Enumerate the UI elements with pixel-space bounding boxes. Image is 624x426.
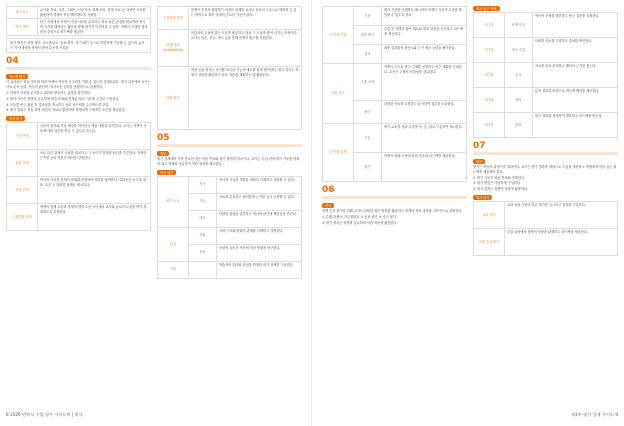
criteria-table <box>322 6 467 182</box>
row-label: 근접발달 영역 <box>7 204 38 231</box>
table-tag: 역사 탐구 단계 <box>473 6 500 11</box>
stage-table <box>6 122 151 231</box>
table-row <box>158 261 302 278</box>
row-text: 학생이 혼자서 해결하기 어려운 과제를 교사나 동료의 도움으로 해결할 수 있는 영역으로 평가 설계의 중요한 기준이 된다. <box>188 7 301 30</box>
table-row <box>7 177 151 204</box>
row-sub: 관찰 평가 <box>353 26 381 45</box>
table-row <box>474 201 618 228</box>
center-gutter <box>311 0 312 426</box>
row-text: 탐구 과정에서 학생이 직접 사료를 분석하고 서로 다른 관점을 비교하며 역사적 사건을 해석하는 활동을 통해 평가가 이루어질 수 있음. 학생이 수행한 결과물을 중심으로 피드백을 제공함 <box>37 19 150 36</box>
row-label: 역사 해석 <box>7 19 38 36</box>
row-text: 역사적 사건을 현재의 문제와 연결하여 의미를 탐색한다. 결과물은 보고서, 발표, 토론 등 다양한 형태로 제시된다. <box>37 177 150 204</box>
row-sub: 태도 <box>188 210 216 227</box>
row-label: 과정 중심 평가 <box>474 228 505 255</box>
table-row <box>158 7 302 30</box>
row-text: 학생의 현재 수준과 잠재적 발달 수준 사이에서 교사와 동료의 도움을 받아 성장하도록 지원한다. <box>37 204 150 231</box>
row-sub: 기준 <box>353 7 381 26</box>
row-text: 탐구 결과를 정리하여 발표하고 피드백을 받는다. <box>532 113 617 138</box>
page-footer-right: 제1부 평가 설계 가이드 9 <box>570 412 618 417</box>
paragraph: ⑤ 평가 결과는 학생과 공유하며 학습 개선에 활용한다. <box>322 220 398 225</box>
row-text: 최종 결과물의 완성도와 근거 제시 능력을 평가한다. <box>381 45 466 64</box>
table-row <box>323 64 467 101</box>
row-sub: 발표 <box>504 113 532 138</box>
section-tag: 개념 <box>157 151 169 156</box>
note-box: 평가 방식은 관찰 평가, 포트폴리오, 동료 평가, 자기 평가 등으로 다양하게 구성할 수 있으며 교사는 각 단계에서 학생의 참여 수준을 기록함 <box>6 38 151 53</box>
row-text: 다양한 사료를 수집하고 출처를 확인한다. <box>532 38 617 63</box>
row-text: 평가 요소별 성취 수준을 상, 중, 하로 구분하여 제시한다. <box>381 124 466 153</box>
section-bar <box>157 144 302 147</box>
section-bar <box>322 196 467 199</box>
row-label: 다 단계 기준 <box>323 7 354 64</box>
table-row <box>474 88 618 113</box>
row-label: 평가 요소 <box>158 176 189 227</box>
column-2 <box>157 6 302 279</box>
row-label: 자율 연구 <box>323 64 354 124</box>
row-text: 수업 과정에서 학생의 성장을 관찰하고 피드백을 제공한다. <box>504 228 617 255</box>
row-label: 기타 <box>158 261 189 278</box>
table-tag: 역사 평가 <box>157 170 176 175</box>
paragraph: ④ 평가 결과는 학습 과정 개선의 자료로 활용하며 학생에게 구체적인 조언을 제공한다. <box>6 108 126 113</box>
paragraph: 이 교과서는 학습 목표에 따라 학생이 역사적 사고력을 기를 수 있도록 설계되었다. 평가 과정에서 교사는 사료 분석 능력, 역사적 판단력, 의사소통 능력을 종합적으로 관찰한다. <box>6 80 151 90</box>
row-text: 학생이 스스로 탐구 주제를 선정하고 연구 계획을 수립한다. 교사는 주제의 적절성을 검토한다. <box>381 64 466 101</box>
table-row <box>474 63 618 88</box>
row-sub: 기능 <box>188 193 216 210</box>
section-number: 04 <box>6 56 19 67</box>
paragraph: ① 평가 기준은 학습 목표와 연계한다. <box>473 175 526 180</box>
row-text: 사회 구조와 변화의 관계를 이해하고 설명한다. <box>216 227 301 244</box>
row-sub: 자료 수집 <box>504 38 532 63</box>
table-row <box>7 19 151 36</box>
column-4 <box>473 6 618 256</box>
table-row <box>323 124 467 153</box>
section-tag: 평가 <box>473 159 485 164</box>
row-label: 관점 <box>158 227 189 261</box>
row-text: 학습자의 흥미와 관심을 반영한 평가 과제를 구성한다. <box>216 261 301 278</box>
row-sub: 주제 선정 <box>353 64 381 101</box>
section-number: 06 <box>322 185 335 195</box>
row-text: 사료를 분석하고 해석하며 근거를 들어 주장할 수 있다. <box>216 193 301 210</box>
table-row <box>474 228 618 255</box>
section-number: 07 <box>473 141 486 151</box>
section-bar <box>473 152 618 155</box>
row-label: 심화 단계 <box>7 150 38 177</box>
row-label: 5단계 <box>474 113 505 138</box>
row-text: 교사용 자료, 사진, 그래프, 신문기사, 복제 문서, 통계 자료 등 다양한 사료를 활용하여 학생이 직접 해석하도록 지원함 <box>37 7 150 19</box>
row-label: 2단계 <box>474 38 505 63</box>
row-text: 평가 기준을 단계별로 제시하여 학생이 자신의 수준을 확인할 수 있도록 한다. <box>381 7 466 26</box>
paragraph: 평가 설계에서 가장 중요한 것은 학습 목표와 평가 방법의 일치이다. 교사는 수업 전에 평가 기준을 명확히 하고 학생과 공유하여 학습 방향을 제시한다. <box>157 157 300 166</box>
row-sub: 사회 <box>188 227 216 244</box>
paragraph: ③ 모둠별 탐구 활동 후 결과물을 게시하고 상호 피드백을 주고받도록 한다. <box>6 102 110 107</box>
table-row <box>323 7 467 26</box>
table-row <box>158 176 302 193</box>
row-text: 다양한 자료를 수집하고 분석하여 결론을 도출한다. <box>381 101 466 124</box>
row-sub: 분석 <box>504 63 532 88</box>
table-row <box>158 30 302 67</box>
row-text: 교과 성취 기준에 따른 평가를 실시하고 결과를 기록한다. <box>504 201 617 228</box>
paragraph: 학생 중심 평가를 위해 교사는 다양한 평가 방법을 활용하고 학생의 성장 과정을 지속적으로 관찰한다. <box>322 209 463 213</box>
paragraph: ① 수행 과제 ② 포트폴리오 ③ 동료 평가 ④ 자기 평가 <box>322 214 396 219</box>
table-row <box>7 204 151 231</box>
intro-table <box>6 6 151 36</box>
row-text: 학생의 성취 수준에 따라 맞춤형 피드백을 제공한다. <box>381 153 466 182</box>
column-1 <box>6 6 151 231</box>
table-row <box>474 13 618 38</box>
row-text: 다양한 관점을 존중하고 역사적 판단에 책임감을 가진다. <box>216 210 301 227</box>
section-bar <box>6 67 151 70</box>
table-tag: 역사 평가 <box>6 116 25 121</box>
row-label: 참고자료 <box>7 7 38 19</box>
row-label: 비계 설정 (scaffolding) <box>158 30 189 67</box>
evaluation-table <box>473 201 618 256</box>
table-row <box>7 7 151 19</box>
row-label: 적용 단계 <box>7 177 38 204</box>
row-sub: 결과 <box>353 45 381 64</box>
paragraph: ③ 평가 결과는 학생의 성장에 활용한다. <box>473 187 529 192</box>
row-text: 서로 다른 관점의 사료를 비교하고 그 차이가 발생한 원인을 추론한다. 학생은 근거를 들어 자신의 해석을 설명한다. <box>37 150 150 177</box>
table-row <box>7 150 151 177</box>
section-tag: 역사적 평가 <box>6 74 28 79</box>
inquiry-table <box>473 12 618 138</box>
element-table <box>157 176 302 279</box>
row-text: 학습자의 수준에 맞는 도움을 제공하고 점차 그 도움을 줄여 나가는 과정이다. 교사는 질문, 힌트, 예시 등을 통해 학생의 탐구를 지원한다. <box>188 30 301 67</box>
row-sub: 문제 인식 <box>504 13 532 38</box>
page-footer-left: 8 2026 번역식 수업 평가 가이드북 | 역사 <box>6 412 83 417</box>
row-sub: 해석 <box>504 88 532 113</box>
row-label: 역량 평가 <box>158 67 189 130</box>
concept-table <box>157 6 302 130</box>
row-label: 1단계 <box>474 13 505 38</box>
row-label: 다 단계 설명 <box>323 124 354 182</box>
row-label: 기본 단계 <box>7 123 38 150</box>
section-tag: 역사 <box>322 203 334 208</box>
row-sub: 탐구 <box>353 101 381 124</box>
row-sub: 문화 <box>188 244 216 261</box>
paragraph: 평가는 학습의 과정이자 결과이다. 교사는 평가 결과를 바탕으로 수업을 개선하고 학생에게 의미 있는 피드백을 제공해야 한다. <box>473 165 617 174</box>
row-text: 역사적 문제를 발견하고 탐구 질문을 설정한다. <box>532 13 617 38</box>
row-sub: 평가 <box>353 153 381 182</box>
paragraph: ② 평가 방법은 다양하게 구성한다. <box>473 181 521 186</box>
paragraph: ① 학생이 사료를 분석하고 결과를 발표하는 과정을 평가한다. <box>6 91 91 96</box>
section-number: 05 <box>157 133 170 143</box>
row-label: 4단계 <box>474 88 505 113</box>
row-label: 근접발달 영역 <box>158 7 189 30</box>
row-sub: 지식 <box>188 176 216 193</box>
table-row <box>474 38 618 63</box>
row-label: 교과 평가 <box>474 201 505 228</box>
row-text: 수업 중 학생의 참여 태도와 발표 내용을 기록하고 피드백을 제공한다. <box>381 26 466 45</box>
table-tag: 역사 평가 <box>473 195 492 200</box>
row-text: 문화적 요소가 역사에 미친 영향을 탐구한다. <box>216 244 301 261</box>
table-row <box>7 123 151 150</box>
row-text: 역량 중심 평가는 지식뿐 아니라 기능과 태도를 함께 평가한다. 평가 결과는 학생의 성장을 확인하고 다음 학습을 계획하는 데 활용된다. <box>188 67 301 130</box>
row-text: 역사적 사실과 개념을 정확히 이해하고 설명할 수 있다. <box>216 176 301 193</box>
row-text: 분석 결과를 바탕으로 역사적 해석을 제시한다. <box>532 88 617 113</box>
row-text: 사료의 출처와 작성 배경을 파악하고 핵심 내용을 요약한다. 교사는 학생이 사료에 대한 질문을 만들 수 있도록 돕는다. <box>37 123 150 150</box>
column-3 <box>322 6 467 226</box>
table-row <box>474 113 618 138</box>
table-row <box>158 67 302 130</box>
row-label: 3단계 <box>474 63 505 88</box>
row-text: 사료를 비교 분석하고 해석의 근거를 찾는다. <box>532 63 617 88</box>
row-sub: 기준 <box>353 124 381 153</box>
row-sub <box>188 261 216 278</box>
table-row <box>158 227 302 244</box>
paragraph: ② 평가 기준은 학생과 공유하며 학습 목표와 연계된 성취 기준을 근거로 구성한다. <box>6 96 120 101</box>
